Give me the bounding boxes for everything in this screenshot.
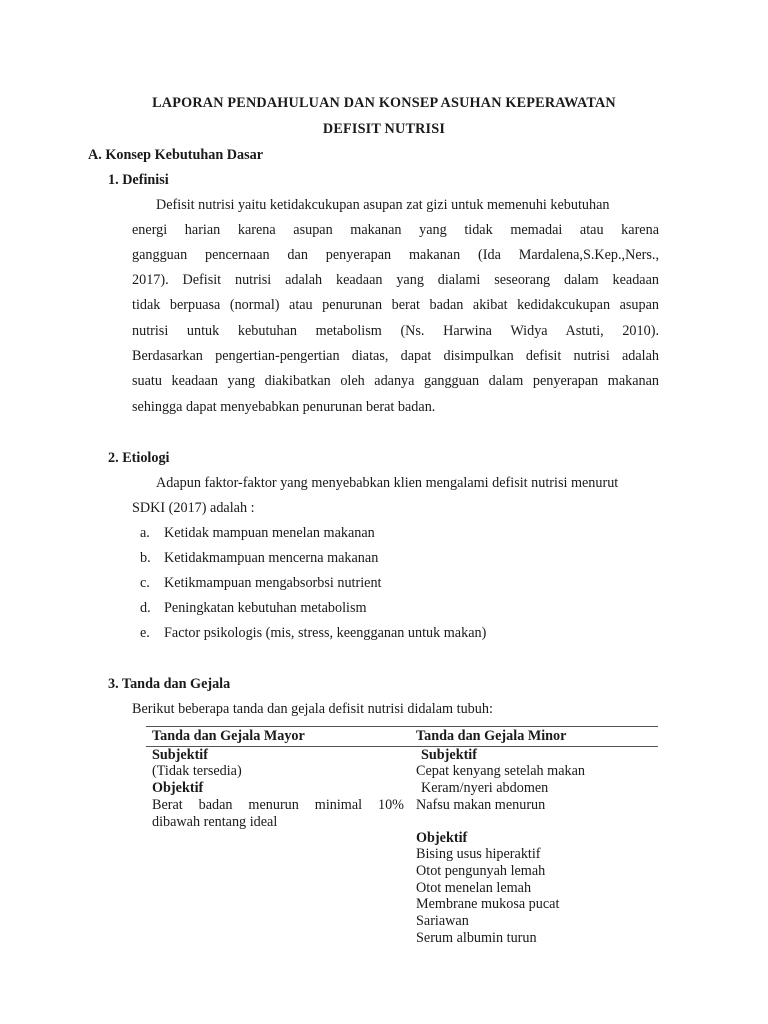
definisi-line-7: Berdasarkan pengertian-pengertian diatas, dapat disimpulkan defisit nutrisi adalah	[132, 348, 659, 364]
tanda-gejala-heading: 3. Tanda dan Gejala	[108, 676, 231, 692]
mayor-objektif-line1: Berat badan menurun minimal 10%	[152, 796, 404, 813]
minor-objektif-item: Sariawan	[416, 913, 469, 930]
etiologi-item-c	[140, 575, 382, 592]
minor-objektif-label: Objektif	[416, 829, 468, 846]
minor-subjektif-item: Keram/nyeri abdomen	[421, 780, 549, 797]
etiologi-item-b	[140, 550, 378, 567]
definisi-line-4: 2017). Defisit nutrisi adalah keadaan yang dialami seseorang dalam keadaan	[132, 272, 659, 288]
minor-subjektif-item: Cepat kenyang setelah makan	[416, 763, 586, 780]
tanda-gejala-intro: Berikut beberapa tanda dan gejala defisit nutrisi didalam tubuh:	[132, 701, 493, 717]
list-text: Ketikmampuan mengabsorbsi nutrient	[164, 575, 382, 591]
minor-subjektif-label: Subjektif	[421, 746, 477, 763]
tanda-gejala-table	[146, 726, 658, 946]
definisi-line-9: sehingga dapat menyebabkan penurunan berat badan.	[132, 399, 436, 415]
minor-subjektif-item: Nafsu makan menurun	[416, 796, 546, 813]
definisi-line-8: suatu keadaan yang diakibatkan oleh adanya gangguan dalam penyerapan makanan	[132, 373, 659, 389]
document-title-line1: LAPORAN PENDAHULUAN DAN KONSEP ASUHAN KEPERAWATAN	[152, 95, 616, 111]
list-marker: e.	[140, 625, 150, 641]
minor-objektif-item: Bising usus hiperaktif	[416, 846, 541, 863]
list-text: Ketidak mampuan menelan makanan	[164, 525, 375, 541]
column-header-mayor: Tanda dan Gejala Mayor	[146, 727, 410, 747]
document-title-line2: DEFISIT NUTRISI	[322, 121, 446, 137]
etiologi-item-d	[140, 600, 367, 617]
table-header-row	[146, 727, 658, 747]
etiologi-heading: 2. Etiologi	[108, 450, 170, 466]
list-text: Peningkatan kebutuhan metabolism	[164, 600, 367, 616]
minor-objektif-item: Serum albumin turun	[416, 929, 537, 946]
minor-objektif-item: Otot menelan lemah	[416, 879, 532, 896]
minor-cell	[410, 746, 658, 946]
definisi-line-5: tidak berpuasa (normal) atau penurunan berat badan akibat kedidakcukupan asupan	[132, 297, 659, 313]
mayor-subjektif-label: Subjektif	[152, 746, 208, 763]
column-header-minor: Tanda dan Gejala Minor	[410, 727, 658, 747]
definisi-line-3: gangguan pencernaan dan penyerapan makanan (Ida Mardalena,S.Kep.,Ners.,	[132, 247, 659, 263]
mayor-subjektif-value: (Tidak tersedia)	[152, 763, 242, 780]
list-marker: b.	[140, 550, 151, 566]
list-text: Ketidakmampuan mencerna makanan	[164, 550, 379, 566]
minor-objektif-item: Otot pengunyah lemah	[416, 862, 546, 879]
etiologi-intro-line1: Adapun faktor-faktor yang menyebabkan klien mengalami defisit nutrisi menurut	[156, 475, 619, 491]
list-marker: d.	[140, 600, 151, 616]
definisi-heading: 1. Definisi	[108, 172, 169, 188]
mayor-objektif-line2: dibawah rentang ideal	[152, 813, 278, 830]
definisi-line-6: nutrisi untuk kebutuhan metabolism (Ns. Harwina Widya Astuti, 2010).	[132, 323, 659, 339]
etiologi-item-a	[140, 525, 375, 542]
list-marker: a.	[140, 525, 150, 541]
etiologi-intro-line2: SDKI (2017) adalah :	[132, 500, 255, 516]
list-text: Factor psikologis (mis, stress, keengganan untuk makan)	[164, 625, 487, 641]
definisi-line-2: energi harian karena asupan makanan yang tidak memadai atau karena	[132, 222, 659, 238]
mayor-cell	[146, 746, 410, 946]
etiologi-item-e	[140, 625, 486, 642]
table-row	[146, 746, 658, 946]
minor-objektif-item: Membrane mukosa pucat	[416, 896, 560, 913]
definisi-line-1: Defisit nutrisi yaitu ketidakcukupan asupan zat gizi untuk memenuhi kebutuhan	[156, 197, 610, 213]
mayor-objektif-label: Objektif	[152, 780, 204, 797]
section-a-heading: A. Konsep Kebutuhan Dasar	[88, 147, 264, 163]
list-marker: c.	[140, 575, 150, 591]
